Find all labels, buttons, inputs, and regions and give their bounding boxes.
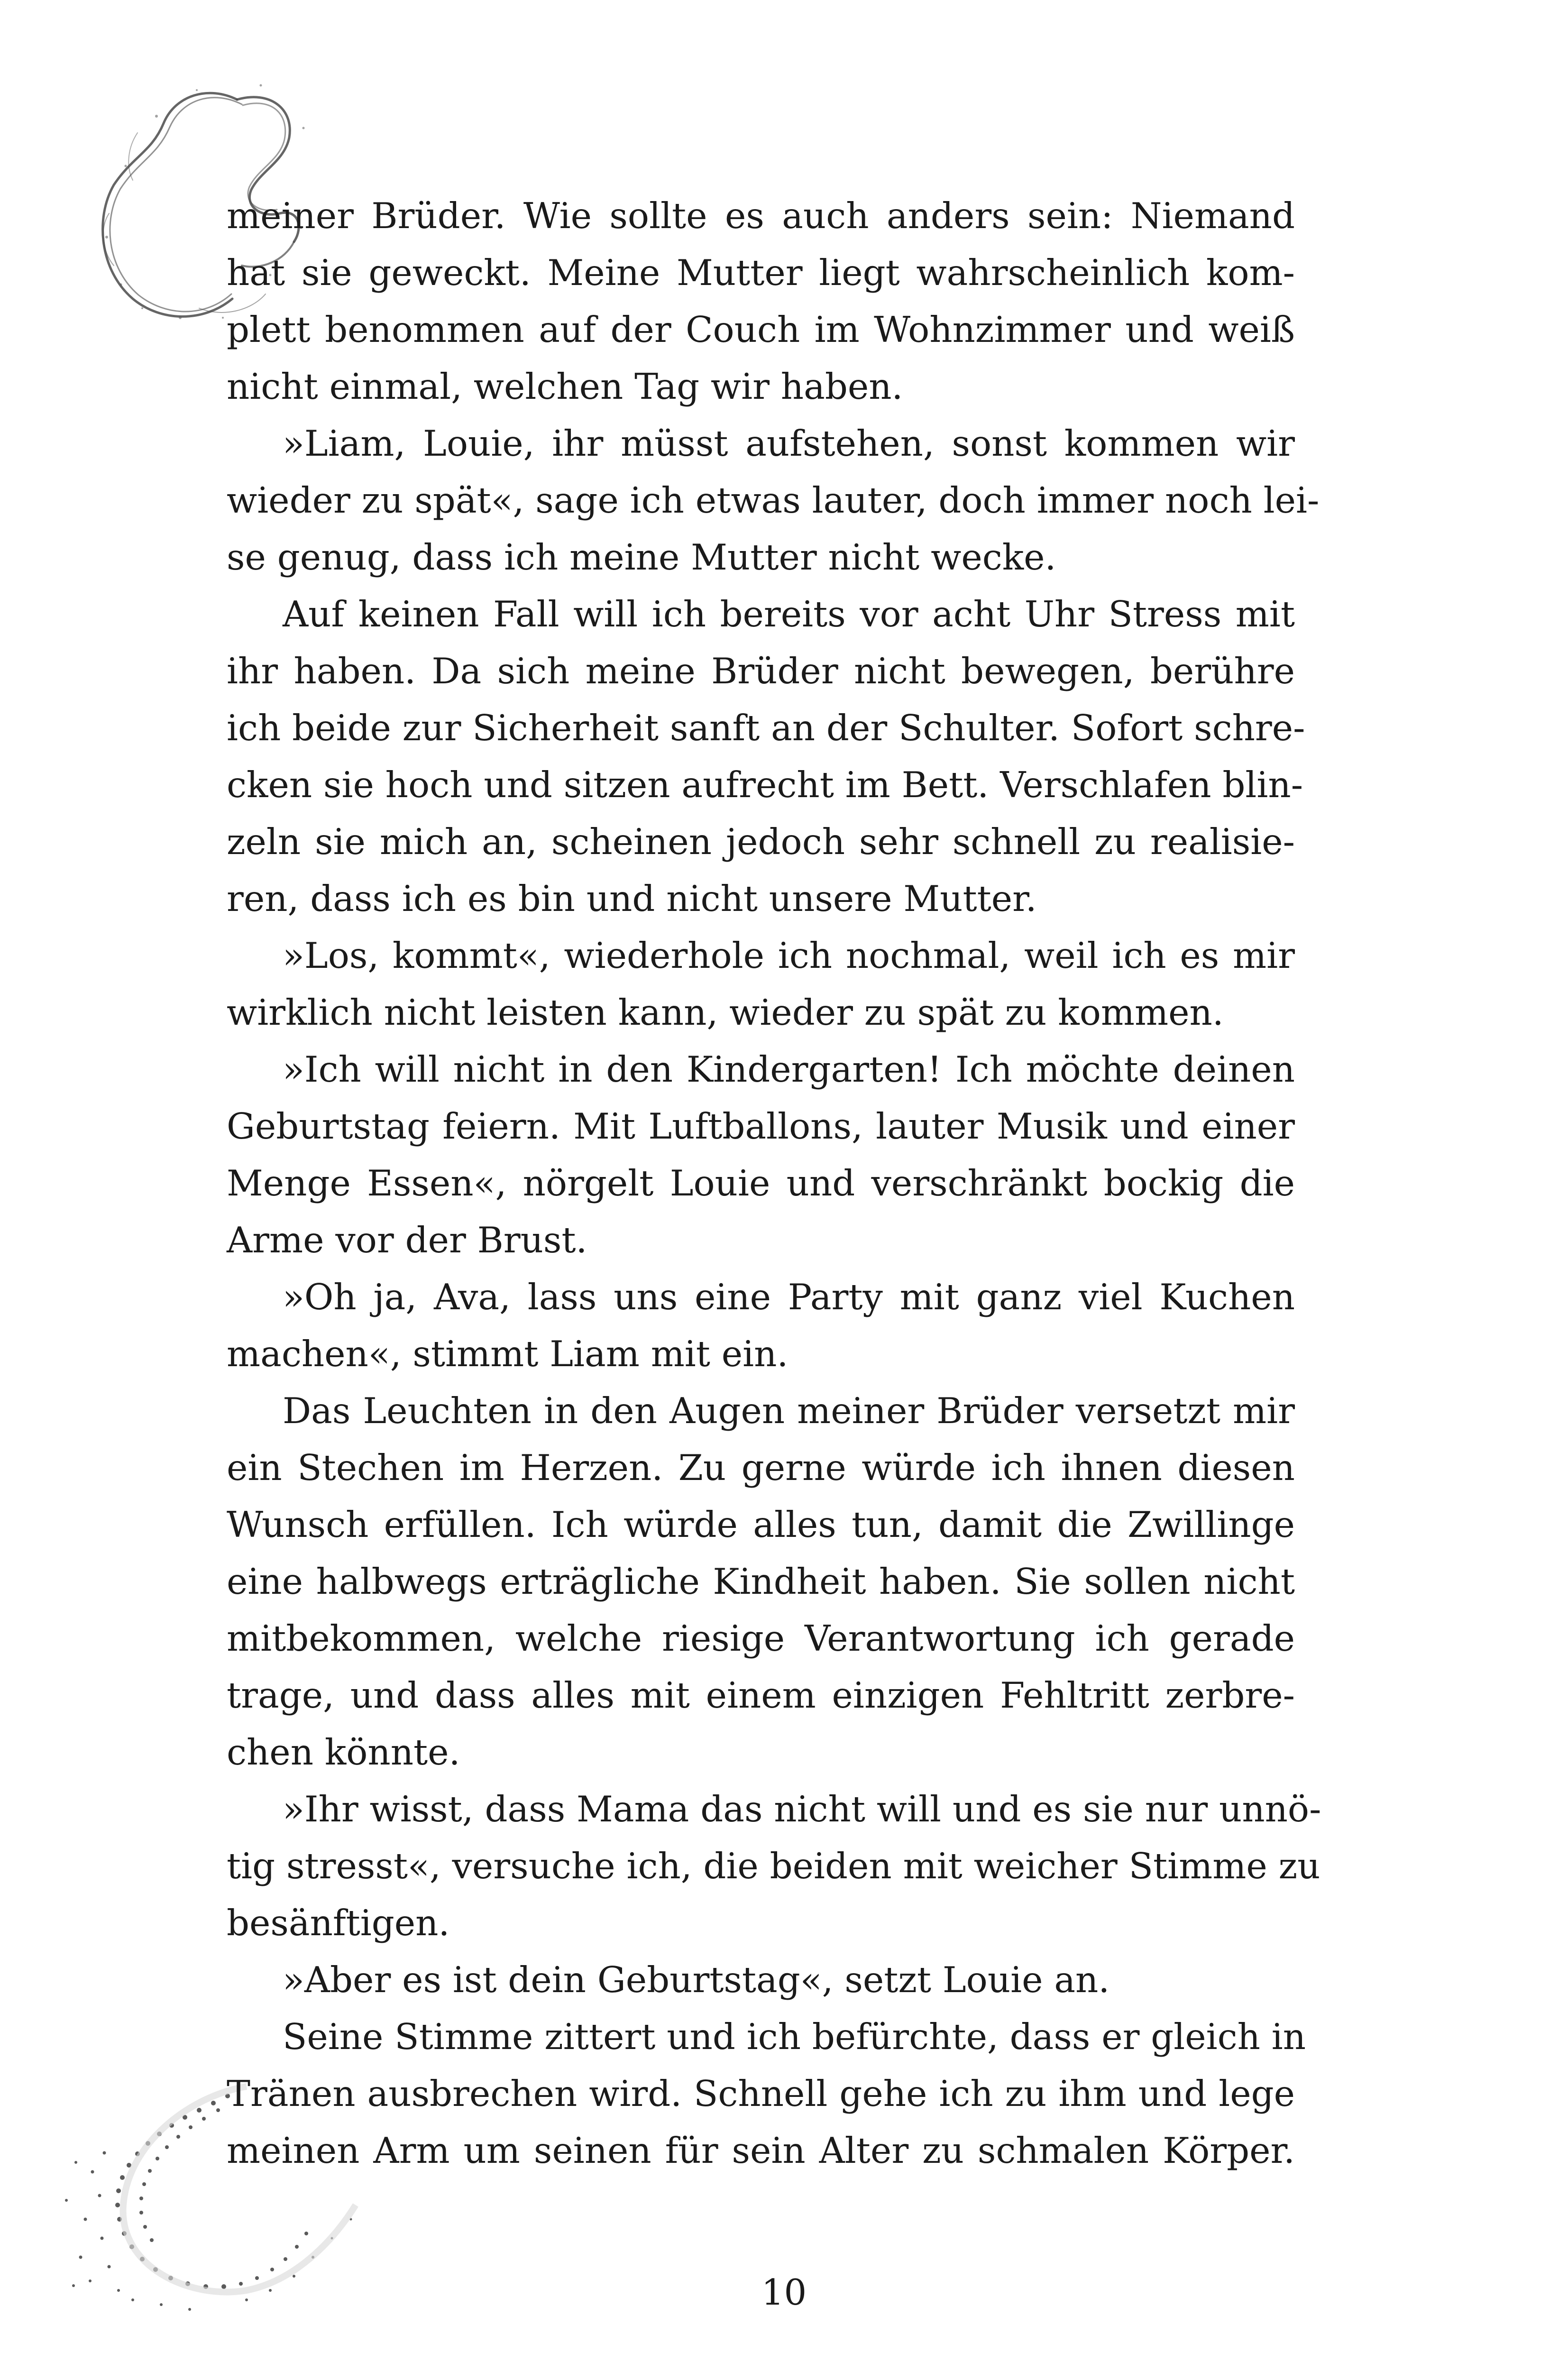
text-line: ich beide zur Sicherheit sanft an der Schulter. Sofort schre-: [227, 707, 1305, 749]
text-line: zeln sie mich an, scheinen jedoch sehr schnell zu realisie-: [227, 821, 1295, 863]
text-line: wieder zu spät«, sage ich etwas lauter, doch immer noch lei-: [227, 479, 1320, 521]
text-line: ein Stechen im Herzen. Zu gerne würde ich ihnen diesen: [227, 1447, 1295, 1489]
text-line: Geburtstag feiern. Mit Luftballons, lauter Musik und einer: [227, 1105, 1295, 1147]
text-line: »Oh ja, Ava, lass uns eine Party mit ganz viel Kuchen: [283, 1276, 1295, 1318]
text-line: plett benommen auf der Couch im Wohnzimmer und weiß: [227, 309, 1295, 350]
text-line: se genug, dass ich meine Mutter nicht wecke.: [227, 536, 1056, 578]
text-line: »Liam, Louie, ihr müsst aufstehen, sonst kommen wir: [283, 423, 1295, 464]
text-line: Das Leuchten in den Augen meiner Brüder versetzt mir: [283, 1390, 1295, 1432]
body-text: [227, 187, 1321, 2179]
text-line: eine halbwegs erträgliche Kindheit haben. Sie sollen nicht: [227, 1561, 1295, 1602]
text-line: Arme vor der Brust.: [227, 1219, 587, 1261]
page-number: 10: [761, 2271, 807, 2313]
text-line: »Aber es ist dein Geburtstag«, setzt Louie an.: [283, 1959, 1110, 2001]
text-line: mitbekommen, welche riesige Verantwortung ich gerade: [227, 1617, 1295, 1659]
text-line: machen«, stimmt Liam mit ein.: [227, 1333, 789, 1375]
text-line: hat sie geweckt. Meine Mutter liegt wahrscheinlich kom-: [227, 252, 1295, 294]
text-line: cken sie hoch und sitzen aufrecht im Bett. Verschlafen blin-: [227, 764, 1303, 806]
text-line: Seine Stimme zittert und ich befürchte, dass er gleich in: [283, 2016, 1306, 2058]
text-line: »Los, kommt«, wiederhole ich nochmal, weil ich es mir: [283, 935, 1295, 976]
text-line: tig stresst«, versuche ich, die beiden mit weicher Stimme zu: [227, 1845, 1320, 1887]
text-line: meiner Brüder. Wie sollte es auch anders sein: Niemand: [227, 195, 1295, 237]
text-line: wirklich nicht leisten kann, wieder zu spät zu kommen.: [227, 992, 1224, 1033]
text-line: »Ich will nicht in den Kindergarten! Ich möchte deinen: [283, 1048, 1295, 1090]
text-line: nicht einmal, welchen Tag wir haben.: [227, 366, 903, 407]
text-line: trage, und dass alles mit einem einzigen Fehltritt zerbre-: [227, 1674, 1295, 1716]
text-line: Wunsch erfüllen. Ich würde alles tun, damit die Zwillinge: [227, 1504, 1295, 1545]
text-line: »Ihr wisst, dass Mama das nicht will und es sie nur unnö-: [283, 1788, 1321, 1830]
text-line: Menge Essen«, nörgelt Louie und verschränkt bockig die: [227, 1162, 1295, 1204]
text-line: Auf keinen Fall will ich bereits vor acht Uhr Stress mit: [283, 593, 1295, 635]
text-line: chen könnte.: [227, 1731, 460, 1773]
text-line: besänftigen.: [227, 1902, 450, 1944]
text-line: Tränen ausbrechen wird. Schnell gehe ich zu ihm und lege: [227, 2073, 1295, 2114]
text-line: meinen Arm um seinen für sein Alter zu schmalen Körper.: [227, 2130, 1295, 2171]
text-line: ihr haben. Da sich meine Brüder nicht bewegen, berühre: [227, 650, 1295, 692]
text-line: ren, dass ich es bin und nicht unsere Mutter.: [227, 878, 1037, 919]
